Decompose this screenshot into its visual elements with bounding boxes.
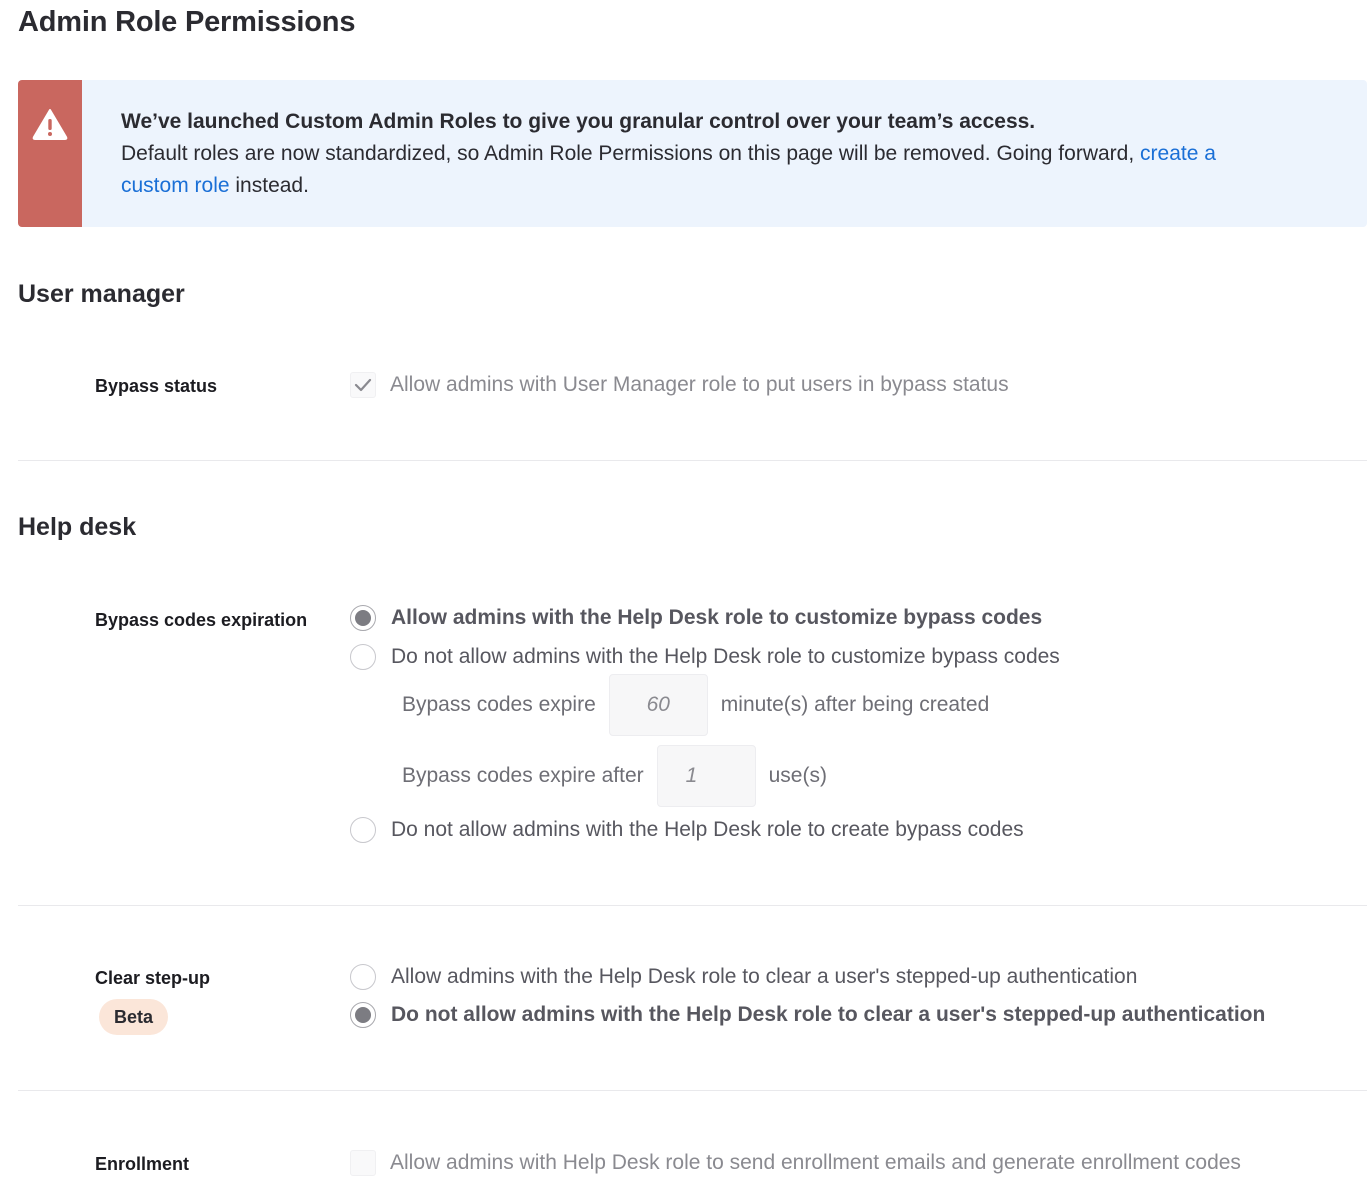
notice-message xyxy=(121,106,1271,202)
custom-roles-notice xyxy=(18,80,1367,227)
radio-label: Do not allow admins with the Help Desk role to clear a user's stepped-up authentication xyxy=(391,1003,1266,1026)
bypass-status-checkbox[interactable] xyxy=(350,372,376,398)
notice-strip xyxy=(18,80,82,227)
bypass-expire-minutes-row xyxy=(402,674,989,736)
radio-label: Do not allow admins with the Help Desk role to create bypass codes xyxy=(391,818,1024,841)
page-title: Admin Role Permissions xyxy=(18,6,356,38)
radio-label: Do not allow admins with the Help Desk role to customize bypass codes xyxy=(391,645,1060,668)
expire-minutes-suffix: minute(s) after being created xyxy=(720,693,990,716)
section-heading-user-manager: User manager xyxy=(18,280,185,308)
notice-body-suffix: instead. xyxy=(235,174,309,197)
radio-option-deny-customize-bypass-codes[interactable] xyxy=(350,644,1060,670)
section-divider xyxy=(18,905,1367,906)
enrollment-checkbox[interactable] xyxy=(350,1150,376,1176)
expire-uses-suffix: use(s) xyxy=(768,764,827,787)
radio-option-deny-clear-step-up[interactable] xyxy=(350,1002,1265,1028)
bypass-status-checkbox-row[interactable] xyxy=(350,372,1009,398)
warning-icon xyxy=(32,108,68,140)
section-divider xyxy=(18,460,1367,461)
radio-button[interactable] xyxy=(350,644,376,670)
notice-headline: We’ve launched Custom Admin Roles to give you granular control over your team’s access. xyxy=(121,110,1036,133)
radio-button[interactable] xyxy=(350,817,376,843)
enrollment-checkbox-row[interactable] xyxy=(350,1150,1241,1176)
notice-body-text: Default roles are now standardized, so Admin Role Permissions on this page will be removed. Going forward, xyxy=(121,142,1135,165)
create-custom-role-link[interactable]: create a custom role xyxy=(121,142,1216,197)
field-label-enrollment: Enrollment xyxy=(95,1154,190,1174)
expire-minutes-prefix: Bypass codes expire xyxy=(402,693,596,716)
expire-uses-prefix: Bypass codes expire after xyxy=(402,764,644,787)
radio-option-deny-create-bypass-codes[interactable] xyxy=(350,817,1024,843)
bypass-status-checkbox-label: Allow admins with User Manager role to put users in bypass status xyxy=(390,373,1009,396)
checkmark-icon xyxy=(354,378,372,392)
enrollment-checkbox-label: Allow admins with Help Desk role to send enrollment emails and generate enrollment codes xyxy=(390,1151,1241,1174)
section-heading-help-desk: Help desk xyxy=(18,513,137,541)
section-divider xyxy=(18,1090,1367,1091)
expire-uses-input[interactable]: 1 xyxy=(657,745,756,807)
radio-button[interactable] xyxy=(350,605,376,631)
radio-option-allow-clear-step-up[interactable] xyxy=(350,964,1137,990)
field-label-bypass-codes-expiration: Bypass codes expiration xyxy=(95,610,308,630)
field-label-bypass-status: Bypass status xyxy=(95,376,218,396)
bypass-expire-uses-row xyxy=(402,745,827,807)
radio-label: Allow admins with the Help Desk role to customize bypass codes xyxy=(391,606,1043,629)
radio-label: Allow admins with the Help Desk role to clear a user's stepped-up authentication xyxy=(391,965,1138,988)
radio-option-allow-customize-bypass-codes[interactable] xyxy=(350,605,1042,631)
expire-minutes-input[interactable]: 60 xyxy=(609,674,708,736)
field-label-clear-step-up: Clear step-up xyxy=(95,968,211,988)
beta-badge: Beta xyxy=(99,999,168,1035)
radio-button[interactable] xyxy=(350,1002,376,1028)
radio-button[interactable] xyxy=(350,964,376,990)
